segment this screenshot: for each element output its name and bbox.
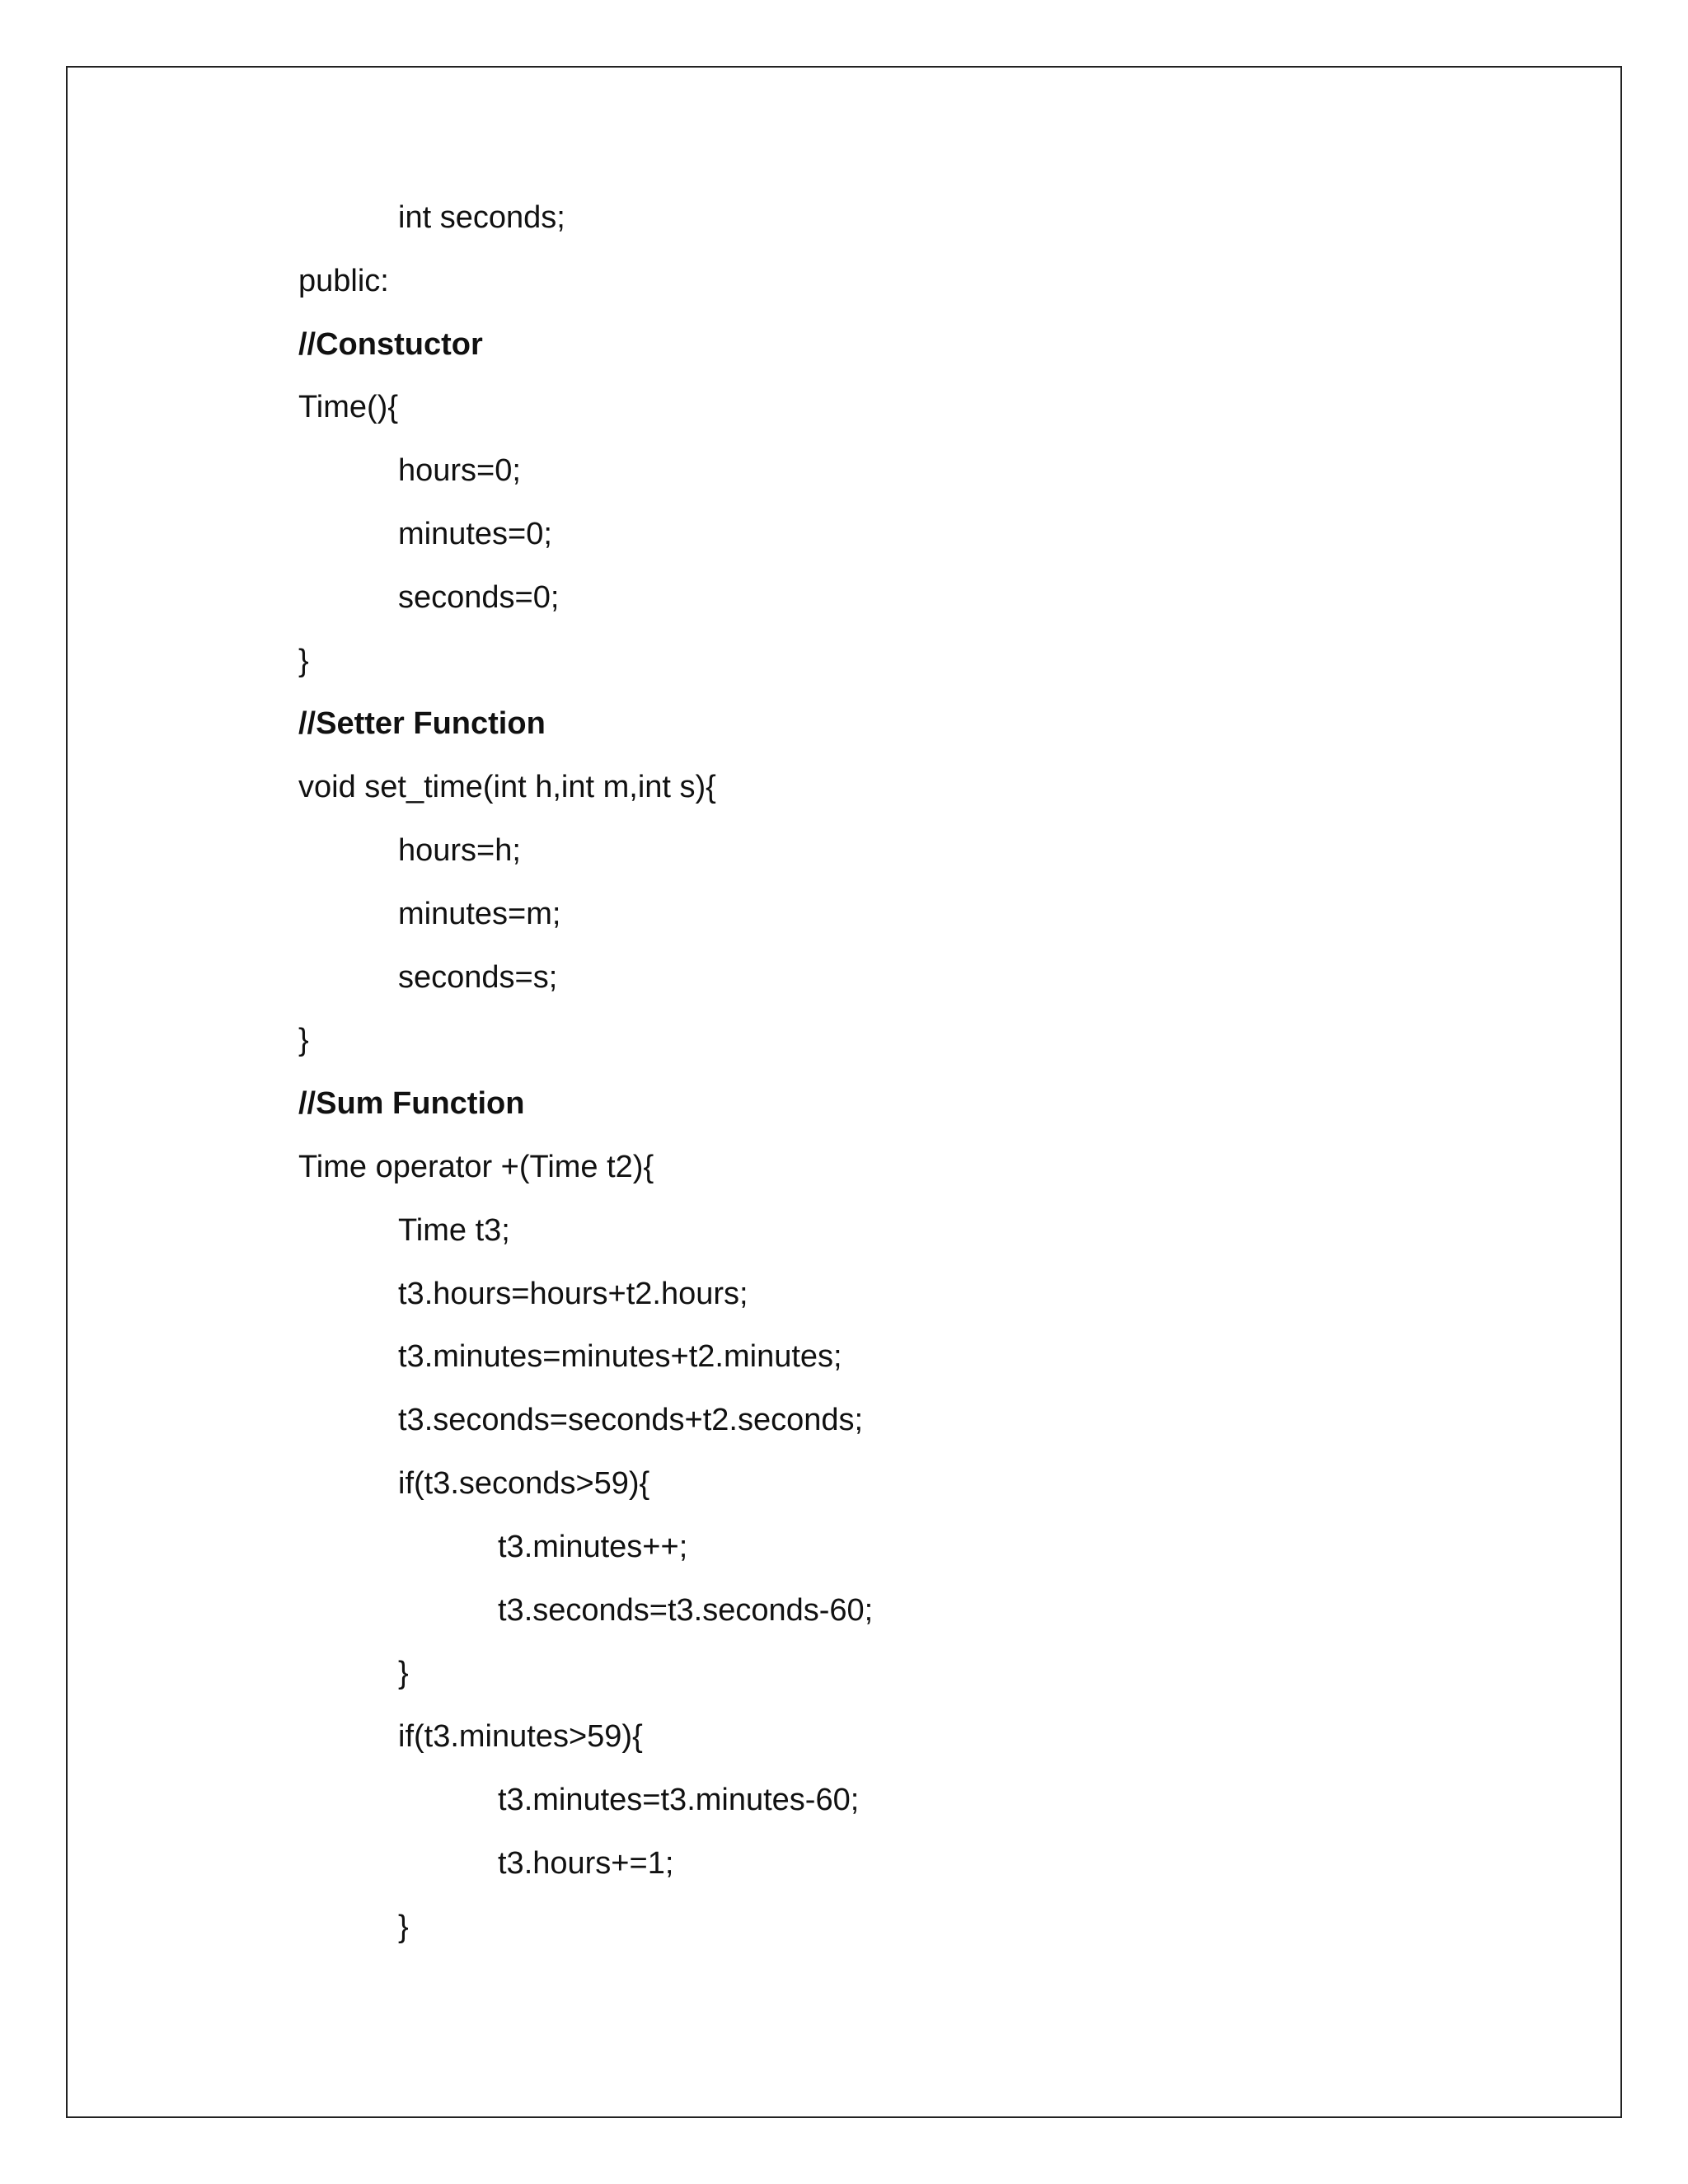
code-line: if(t3.minutes>59){: [398, 1719, 643, 1755]
code-comment-line: //Setter Function: [298, 706, 546, 742]
code-line: hours=h;: [398, 833, 521, 868]
code-comment-line: //Constuctor: [298, 326, 483, 362]
code-line: minutes=m;: [398, 896, 561, 931]
code-line: Time operator +(Time t2){: [298, 1150, 654, 1184]
code-line: int seconds;: [398, 200, 565, 235]
code-line: Time t3;: [398, 1212, 510, 1248]
code-line: t3.hours=hours+t2.hours;: [398, 1276, 748, 1311]
code-line: public:: [298, 263, 389, 298]
code-line: seconds=s;: [398, 959, 558, 995]
code-line: }: [298, 1023, 309, 1058]
code-line: seconds=0;: [398, 579, 560, 615]
code-line: t3.seconds=t3.seconds-60;: [498, 1592, 874, 1628]
code-line: if(t3.seconds>59){: [398, 1466, 650, 1501]
code-line: t3.hours+=1;: [498, 1845, 674, 1881]
code-line: t3.minutes++;: [498, 1529, 688, 1564]
code-line: minutes=0;: [398, 517, 552, 551]
code-line: Time(){: [298, 390, 399, 425]
code-line: t3.minutes=t3.minutes-60;: [498, 1783, 860, 1817]
code-comment-line: //Sum Function: [298, 1086, 525, 1122]
code-line: }: [398, 1656, 409, 1691]
code-line: hours=0;: [398, 453, 521, 489]
code-line: }: [298, 643, 309, 678]
code-line: t3.minutes=minutes+t2.minutes;: [398, 1339, 842, 1375]
code-line: t3.seconds=seconds+t2.seconds;: [398, 1403, 864, 1438]
code-line: }: [398, 1909, 409, 1944]
code-line: void set_time(int h,int m,int s){: [298, 770, 716, 805]
